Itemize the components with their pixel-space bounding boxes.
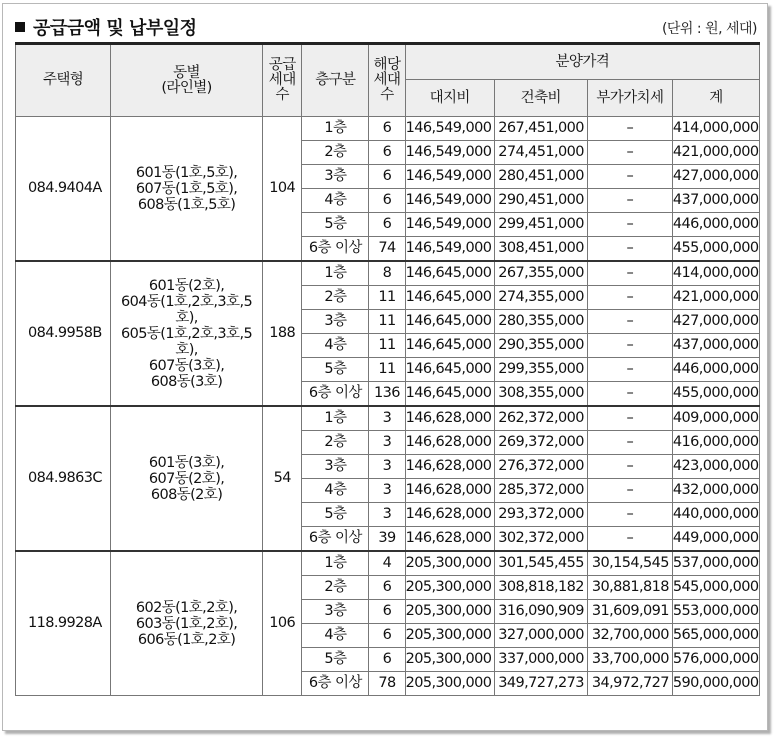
building-line: 607동(3호), [148, 357, 225, 374]
land-cost-cell: 146,645,000 [405, 358, 494, 382]
col-header-supply-line: 세대 [268, 72, 296, 88]
col-header-supply-units [262, 44, 301, 117]
land-cost-cell: 146,645,000 [405, 334, 494, 358]
floor-cell: 5층 [302, 648, 369, 672]
col-header-type: 주택형 [16, 44, 111, 117]
vat-cell: – [587, 382, 672, 407]
building-cost-cell: 308,818,182 [494, 576, 587, 600]
units-cell: 6 [369, 189, 405, 213]
vat-cell: – [587, 189, 672, 213]
units-cell: 11 [369, 334, 405, 358]
units-cell: 3 [369, 431, 405, 455]
building-line: 605동(1호,2호,3호,5호), [121, 325, 253, 358]
building-line: 608동(3호) [150, 373, 223, 390]
building-cost-cell: 349,727,273 [494, 672, 587, 696]
col-header-vat: 부가가치세 [587, 80, 672, 117]
total-cell: 545,000,000 [672, 576, 759, 600]
floor-cell: 4층 [302, 624, 369, 648]
building-line: 608동(1호,5호) [137, 196, 236, 213]
units-cell: 4 [369, 551, 405, 576]
table-row [16, 117, 760, 141]
building-cost-cell: 280,451,000 [494, 165, 587, 189]
vat-cell: – [587, 334, 672, 358]
units-cell: 74 [369, 237, 405, 262]
land-cost-cell: 146,628,000 [405, 503, 494, 527]
floor-cell: 4층 [302, 189, 369, 213]
building-cost-cell: 327,000,000 [494, 624, 587, 648]
total-cell: 432,000,000 [672, 479, 759, 503]
building-cost-cell: 267,451,000 [494, 117, 587, 141]
price-table [15, 42, 760, 696]
land-cost-cell: 146,549,000 [405, 117, 494, 141]
building-cost-cell: 285,372,000 [494, 479, 587, 503]
vat-cell: 32,700,000 [587, 624, 672, 648]
housing-type-cell: 084.9863C [16, 406, 111, 551]
building-cost-cell: 269,372,000 [494, 431, 587, 455]
section-title [15, 14, 197, 40]
units-cell: 136 [369, 382, 405, 407]
building-cost-cell: 308,451,000 [494, 237, 587, 262]
housing-type-cell: 084.9404A [16, 117, 111, 262]
total-cell: 427,000,000 [672, 165, 759, 189]
unit-note: (단위 : 원, 세대) [661, 21, 757, 37]
units-cell: 11 [369, 286, 405, 310]
total-cell: 414,000,000 [672, 117, 759, 141]
supply-units-cell: 106 [262, 551, 301, 696]
col-header-building: 건축비 [494, 80, 587, 117]
total-cell: 421,000,000 [672, 286, 759, 310]
col-header-supply-line: 공급 [268, 57, 296, 73]
units-cell: 6 [369, 576, 405, 600]
floor-cell: 2층 [302, 576, 369, 600]
floor-cell: 5층 [302, 358, 369, 382]
col-header-applicable-units [369, 44, 405, 117]
vat-cell: – [587, 431, 672, 455]
land-cost-cell: 146,645,000 [405, 286, 494, 310]
buildings-cell [111, 261, 263, 406]
vat-cell: – [587, 406, 672, 431]
floor-cell: 2층 [302, 141, 369, 165]
building-line: 606동(1호,2호) [137, 631, 236, 648]
land-cost-cell: 146,628,000 [405, 431, 494, 455]
vat-cell: 33,700,000 [587, 648, 672, 672]
floor-cell: 2층 [302, 286, 369, 310]
floor-cell: 1층 [302, 551, 369, 576]
total-cell: 576,000,000 [672, 648, 759, 672]
buildings-cell [111, 551, 263, 696]
col-header-buildings-line: 동별 [173, 64, 200, 81]
floor-cell: 6층 이상 [302, 527, 369, 552]
units-cell: 6 [369, 165, 405, 189]
total-cell: 565,000,000 [672, 624, 759, 648]
land-cost-cell: 205,300,000 [405, 672, 494, 696]
units-cell: 8 [369, 261, 405, 286]
land-cost-cell: 146,549,000 [405, 213, 494, 237]
vat-cell: – [587, 261, 672, 286]
col-header-total: 계 [672, 80, 759, 117]
total-cell: 446,000,000 [672, 358, 759, 382]
total-cell: 537,000,000 [672, 551, 759, 576]
vat-cell: – [587, 237, 672, 262]
land-cost-cell: 146,549,000 [405, 189, 494, 213]
supply-units-cell: 104 [262, 117, 301, 262]
floor-cell: 6층 이상 [302, 672, 369, 696]
table-row [16, 261, 760, 286]
units-cell: 6 [369, 624, 405, 648]
floor-cell: 6층 이상 [302, 382, 369, 407]
land-cost-cell: 146,628,000 [405, 479, 494, 503]
total-cell: 427,000,000 [672, 310, 759, 334]
vat-cell: – [587, 527, 672, 552]
total-cell: 423,000,000 [672, 455, 759, 479]
units-cell: 3 [369, 406, 405, 431]
table-row [16, 406, 760, 431]
vat-cell: – [587, 503, 672, 527]
col-header-applicable-line: 해당 [373, 57, 401, 73]
vat-cell: – [587, 286, 672, 310]
total-cell: 449,000,000 [672, 527, 759, 552]
building-line: 601동(3호), [148, 454, 225, 471]
floor-cell: 2층 [302, 431, 369, 455]
vat-cell: – [587, 455, 672, 479]
building-cost-cell: 262,372,000 [494, 406, 587, 431]
housing-type-cell: 084.9958B [16, 261, 111, 406]
floor-cell: 3층 [302, 455, 369, 479]
floor-cell: 3층 [302, 600, 369, 624]
total-cell: 455,000,000 [672, 237, 759, 262]
col-header-buildings-line: (라인별) [161, 79, 212, 96]
total-cell: 590,000,000 [672, 672, 759, 696]
units-cell: 6 [369, 648, 405, 672]
building-line: 602동(1호,2호), [135, 599, 238, 616]
floor-cell: 1층 [302, 261, 369, 286]
land-cost-cell: 146,645,000 [405, 261, 494, 286]
table-row [16, 551, 760, 576]
building-line: 601동(1호,5호), [135, 164, 238, 181]
vat-cell: 30,881,818 [587, 576, 672, 600]
vat-cell: – [587, 165, 672, 189]
land-cost-cell: 205,300,000 [405, 600, 494, 624]
buildings-cell [111, 117, 263, 262]
units-cell: 78 [369, 672, 405, 696]
total-cell: 437,000,000 [672, 334, 759, 358]
col-header-land: 대지비 [405, 80, 494, 117]
units-cell: 6 [369, 600, 405, 624]
vat-cell: – [587, 213, 672, 237]
total-cell: 553,000,000 [672, 600, 759, 624]
vat-cell: – [587, 117, 672, 141]
building-cost-cell: 280,355,000 [494, 310, 587, 334]
land-cost-cell: 146,645,000 [405, 382, 494, 407]
floor-cell: 3층 [302, 165, 369, 189]
building-cost-cell: 274,451,000 [494, 141, 587, 165]
vat-cell: 31,609,091 [587, 600, 672, 624]
vat-cell: 34,972,727 [587, 672, 672, 696]
square-bullet-icon [15, 22, 25, 32]
floor-cell: 1층 [302, 117, 369, 141]
building-cost-cell: 276,372,000 [494, 455, 587, 479]
land-cost-cell: 146,549,000 [405, 141, 494, 165]
building-cost-cell: 299,451,000 [494, 213, 587, 237]
col-header-floor: 층구분 [302, 44, 369, 117]
floor-cell: 5층 [302, 503, 369, 527]
building-line: 607동(1호,5호), [135, 180, 238, 197]
col-header-applicable-line: 수 [380, 87, 394, 103]
land-cost-cell: 146,549,000 [405, 237, 494, 262]
units-cell: 3 [369, 455, 405, 479]
land-cost-cell: 146,549,000 [405, 165, 494, 189]
land-cost-cell: 205,300,000 [405, 576, 494, 600]
building-cost-cell: 301,545,455 [494, 551, 587, 576]
building-line: 608동(2호) [150, 486, 223, 503]
units-cell: 6 [369, 141, 405, 165]
vat-cell: – [587, 310, 672, 334]
vat-cell: – [587, 141, 672, 165]
land-cost-cell: 146,628,000 [405, 527, 494, 552]
total-cell: 421,000,000 [672, 141, 759, 165]
building-cost-cell: 337,000,000 [494, 648, 587, 672]
building-line: 601동(2호), [148, 277, 225, 294]
building-cost-cell: 290,451,000 [494, 189, 587, 213]
total-cell: 455,000,000 [672, 382, 759, 407]
floor-cell: 3층 [302, 310, 369, 334]
units-cell: 39 [369, 527, 405, 552]
building-cost-cell: 290,355,000 [494, 334, 587, 358]
col-header-supply-line: 수 [275, 87, 289, 103]
buildings-cell [111, 406, 263, 551]
units-cell: 6 [369, 117, 405, 141]
supply-units-cell: 188 [262, 261, 301, 406]
floor-cell: 6층 이상 [302, 237, 369, 262]
section-header [15, 12, 757, 42]
total-cell: 414,000,000 [672, 261, 759, 286]
vat-cell: – [587, 479, 672, 503]
land-cost-cell: 205,300,000 [405, 551, 494, 576]
floor-cell: 5층 [302, 213, 369, 237]
units-cell: 3 [369, 479, 405, 503]
floor-cell: 1층 [302, 406, 369, 431]
col-header-applicable-line: 세대 [373, 72, 401, 88]
building-cost-cell: 316,090,909 [494, 600, 587, 624]
document-frame [2, 3, 768, 731]
land-cost-cell: 146,645,000 [405, 310, 494, 334]
building-cost-cell: 293,372,000 [494, 503, 587, 527]
housing-type-cell: 118.9928A [16, 551, 111, 696]
total-cell: 446,000,000 [672, 213, 759, 237]
units-cell: 3 [369, 503, 405, 527]
land-cost-cell: 205,300,000 [405, 624, 494, 648]
floor-cell: 4층 [302, 334, 369, 358]
vat-cell: 30,154,545 [587, 551, 672, 576]
building-cost-cell: 302,372,000 [494, 527, 587, 552]
building-cost-cell: 267,355,000 [494, 261, 587, 286]
total-cell: 409,000,000 [672, 406, 759, 431]
units-cell: 11 [369, 310, 405, 334]
supply-units-cell: 54 [262, 406, 301, 551]
vat-cell: – [587, 358, 672, 382]
land-cost-cell: 205,300,000 [405, 648, 494, 672]
building-cost-cell: 299,355,000 [494, 358, 587, 382]
price-table-body [16, 117, 760, 696]
building-cost-cell: 274,355,000 [494, 286, 587, 310]
land-cost-cell: 146,628,000 [405, 406, 494, 431]
building-line: 607동(2호), [148, 470, 225, 487]
building-line: 604동(1호,2호,3호,5호), [121, 293, 253, 326]
total-cell: 440,000,000 [672, 503, 759, 527]
building-line: 603동(1호,2호), [135, 615, 238, 632]
units-cell: 11 [369, 358, 405, 382]
units-cell: 6 [369, 213, 405, 237]
floor-cell: 4층 [302, 479, 369, 503]
col-header-buildings [111, 44, 263, 117]
total-cell: 437,000,000 [672, 189, 759, 213]
total-cell: 416,000,000 [672, 431, 759, 455]
land-cost-cell: 146,628,000 [405, 455, 494, 479]
building-cost-cell: 308,355,000 [494, 382, 587, 407]
section-title-text: 공급금액 및 납부일정 [33, 18, 197, 39]
col-header-price-group: 분양가격 [405, 44, 759, 80]
